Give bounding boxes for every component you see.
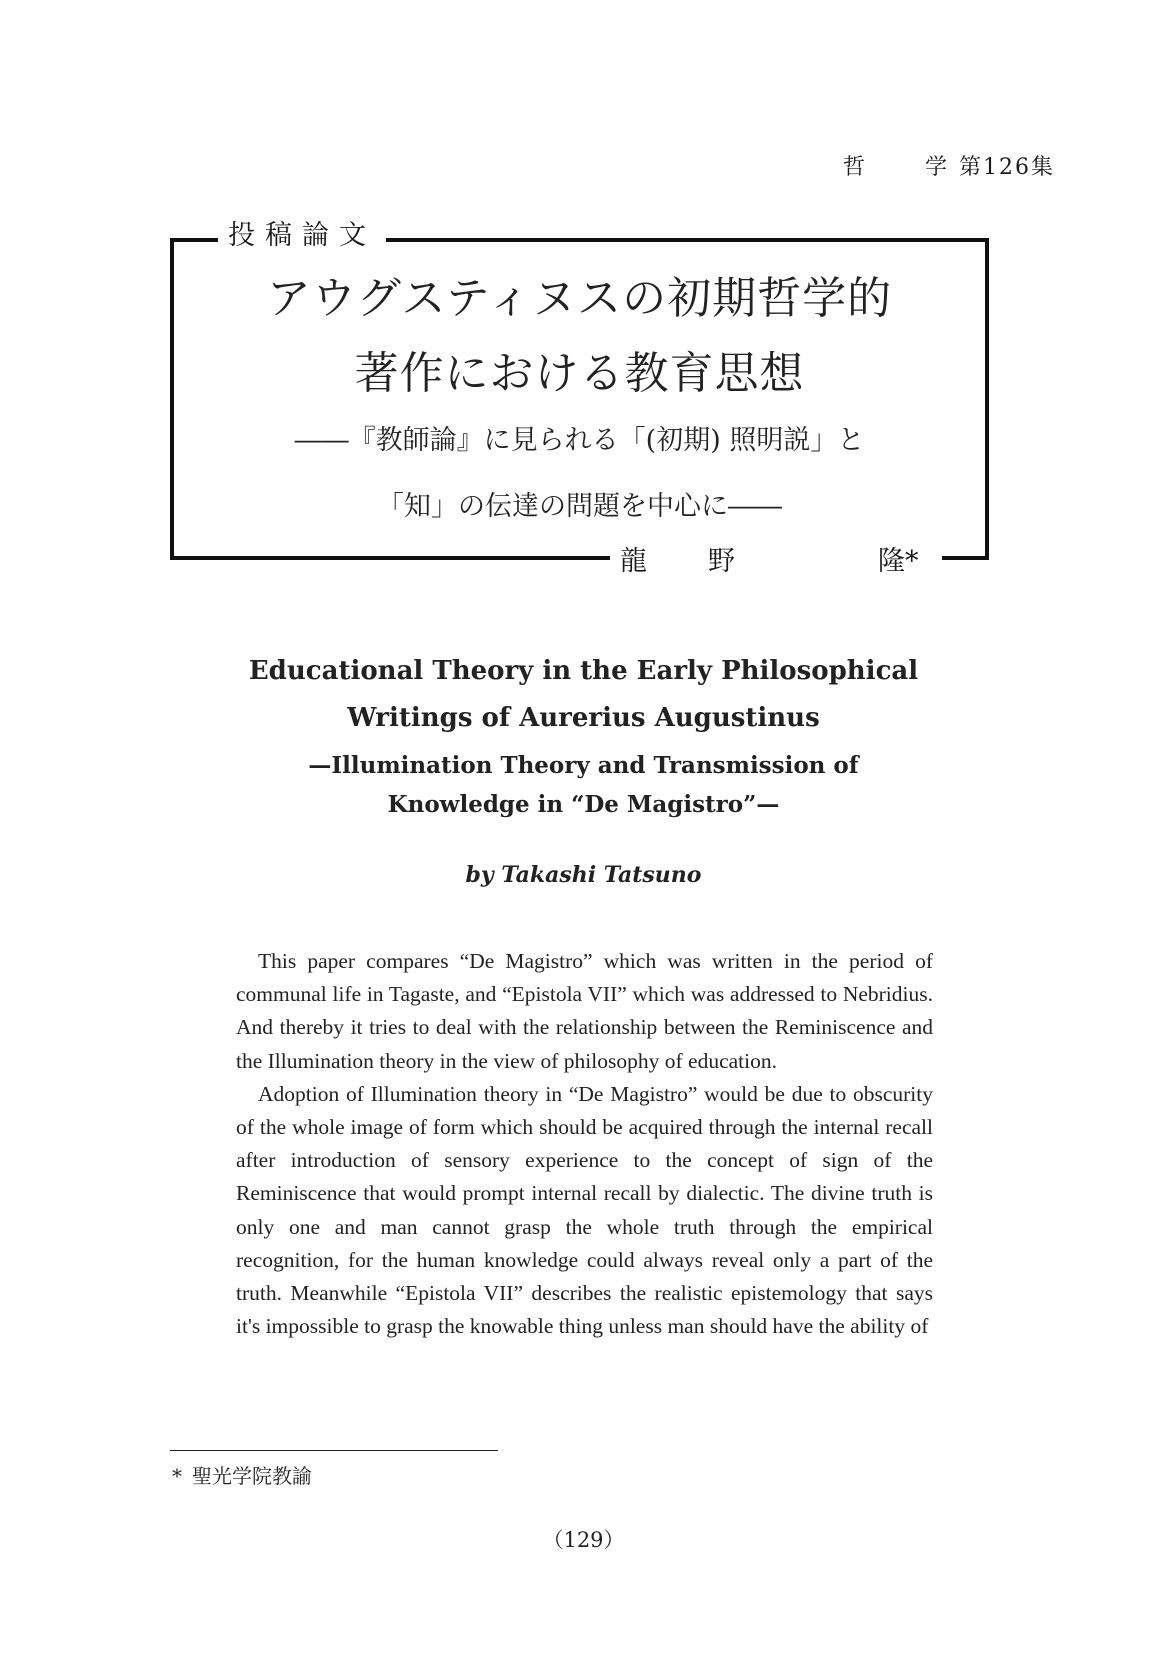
journal-volume: 第126集 [959,155,1055,180]
article-category: 投稿論文 [218,218,386,254]
page-number: （129） [542,1528,625,1552]
abstract-paragraph-2: Adoption of Illumination theory in “De Magistro” would be due to obscurity of the whole image of form which should be acquired through the internal recall after introduction of sensory experience to the concept of sign of the Reminiscence that would prompt internal recall by dialectic. The divine truth is only one and man cannot grasp the whole truth through the empirical recognition, for the human knowledge could always reveal only a part of the truth. Meanwhile “Epistola VII” describes the realistic epistemology that says it's impossible to grasp the knowable thing unless man should have the ability of [236,1081,933,1339]
english-byline: by Takashi Tatsuno [465,862,702,888]
author-family-char1: 龍 [620,546,647,577]
footnote-marker: * [172,1464,182,1488]
english-title-line2: Writings of Aurerius Augustinus [347,703,820,733]
japanese-subtitle-line2: 「知」の伝達の問題を中心に―― [377,491,782,522]
journal-name-part2: 学 [924,155,949,180]
japanese-title-line2: 著作における教育思想 [354,348,805,399]
japanese-author [610,544,942,580]
journal-header [843,150,1055,181]
abstract-paragraph-1: This paper compares “De Magistro” which was written in the period of communal life in Tagaste, and “Epistola VII” which was addressed to Nebridius. And thereby it tries to deal with the relationship between the Reminiscence and the Illumination theory in the view of philosophy of education. [236,949,933,1073]
footnote-text: 聖光学院教諭 [192,1464,312,1488]
footnote [172,1460,312,1489]
japanese-subtitle-line1: ――『教師論』に見られる「(初期) 照明説」と [294,425,865,456]
abstract [236,945,933,1343]
japanese-title-line1: アウグスティヌスの初期哲学的 [266,273,893,324]
author-family-char2: 野 [708,546,735,577]
footnote-divider [170,1450,498,1451]
english-subtitle-line2: Knowledge in “De Magistro”— [387,791,780,818]
english-subtitle-line1: —Illumination Theory and Transmission of [308,752,859,779]
english-title-line1: Educational Theory in the Early Philosophical [248,656,919,686]
author-given-name: 隆* [878,546,919,577]
journal-name-part1: 哲 [842,155,867,180]
